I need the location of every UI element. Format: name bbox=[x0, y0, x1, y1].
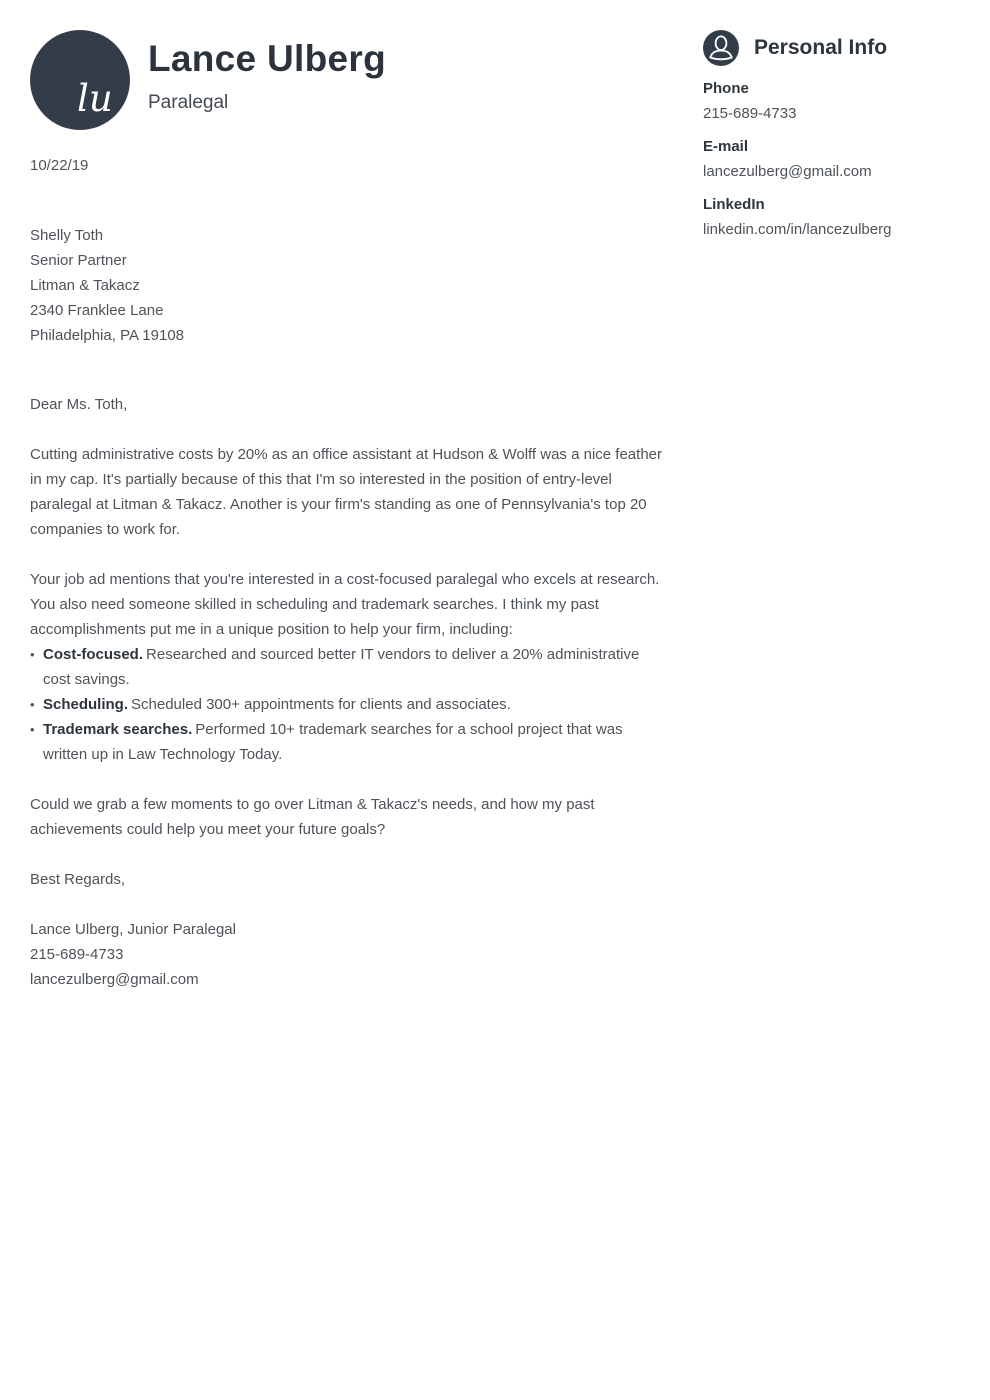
personal-info-label: E-mail bbox=[703, 138, 749, 155]
signoff: Best Regards, bbox=[30, 871, 126, 888]
personal-info-list bbox=[703, 80, 963, 239]
personal-info-label: Phone bbox=[703, 80, 749, 97]
recipient-line: Shelly Toth bbox=[30, 227, 104, 244]
personal-info-label: LinkedIn bbox=[703, 196, 765, 213]
signature-line: lancezulberg@gmail.com bbox=[30, 971, 199, 988]
accomplishment-text: Scheduled 300+ appointments for clients and associates. bbox=[131, 696, 511, 713]
page-title: Lance Ulberg bbox=[148, 38, 386, 79]
personal-info-item bbox=[703, 138, 963, 181]
accomplishment-item bbox=[30, 692, 666, 717]
personal-info-value: linkedin.com/in/lancezulberg bbox=[703, 221, 892, 238]
avatar bbox=[30, 30, 130, 130]
personal-info-heading: Personal Info bbox=[754, 36, 888, 59]
accomplishment-list bbox=[30, 642, 666, 767]
job-title: Paralegal bbox=[148, 92, 229, 113]
accomplishment-text: Performed 10+ trademark searches for a school project that was written up in Law Technology Today. bbox=[43, 721, 623, 763]
letter-date: 10/22/19 bbox=[30, 157, 89, 174]
cover-letter-body bbox=[30, 153, 666, 992]
accomplishment-lead: Cost-focused. bbox=[43, 646, 144, 663]
salutation: Dear Ms. Toth, bbox=[30, 396, 128, 413]
personal-info-value: lancezulberg@gmail.com bbox=[703, 163, 872, 180]
signature-line: Lance Ulberg, Junior Paralegal bbox=[30, 921, 236, 938]
personal-info-value: 215-689-4733 bbox=[703, 105, 797, 122]
paragraph-3: Could we grab a few moments to go over Litman & Takacz's needs, and how my past achievements could help you meet your future goals? bbox=[30, 796, 595, 838]
paragraph-1: Cutting administrative costs by 20% as an office assistant at Hudson & Wolff was a nice feather in my cap. It's partially because of this that I'm so interested in the position of entry-level paralegal at Litman & Takacz. Another is your firm's standing as one of Pennsylvania's top 20 companies to work for. bbox=[30, 446, 662, 538]
accomplishment-item bbox=[30, 717, 666, 767]
accomplishment-lead: Scheduling. bbox=[43, 696, 129, 713]
personal-info-item bbox=[703, 196, 963, 239]
recipient-line: Litman & Takacz bbox=[30, 277, 140, 294]
recipient-line: Senior Partner bbox=[30, 252, 127, 269]
person-icon bbox=[703, 30, 739, 66]
accomplishment-lead: Trademark searches. bbox=[43, 721, 193, 738]
personal-info-sidebar bbox=[703, 30, 963, 254]
recipient-block bbox=[30, 223, 666, 348]
accomplishment-item bbox=[30, 642, 666, 692]
paragraph-2: Your job ad mentions that you're interested in a cost-focused paralegal who excels at research. You also need someone skilled in scheduling and trademark searches. I think my past accomplishments put me in a unique position to help your firm, including: bbox=[30, 571, 660, 638]
personal-info-item bbox=[703, 80, 963, 123]
recipient-line: Philadelphia, PA 19108 bbox=[30, 327, 185, 344]
signature-block bbox=[30, 917, 666, 992]
recipient-line: 2340 Franklee Lane bbox=[30, 302, 164, 319]
initials-monogram: lu bbox=[77, 77, 113, 120]
personal-info-header bbox=[703, 30, 963, 66]
signature-line: 215-689-4733 bbox=[30, 946, 124, 963]
accomplishment-text: Researched and sourced better IT vendors to deliver a 20% administrative cost savings. bbox=[43, 646, 640, 688]
